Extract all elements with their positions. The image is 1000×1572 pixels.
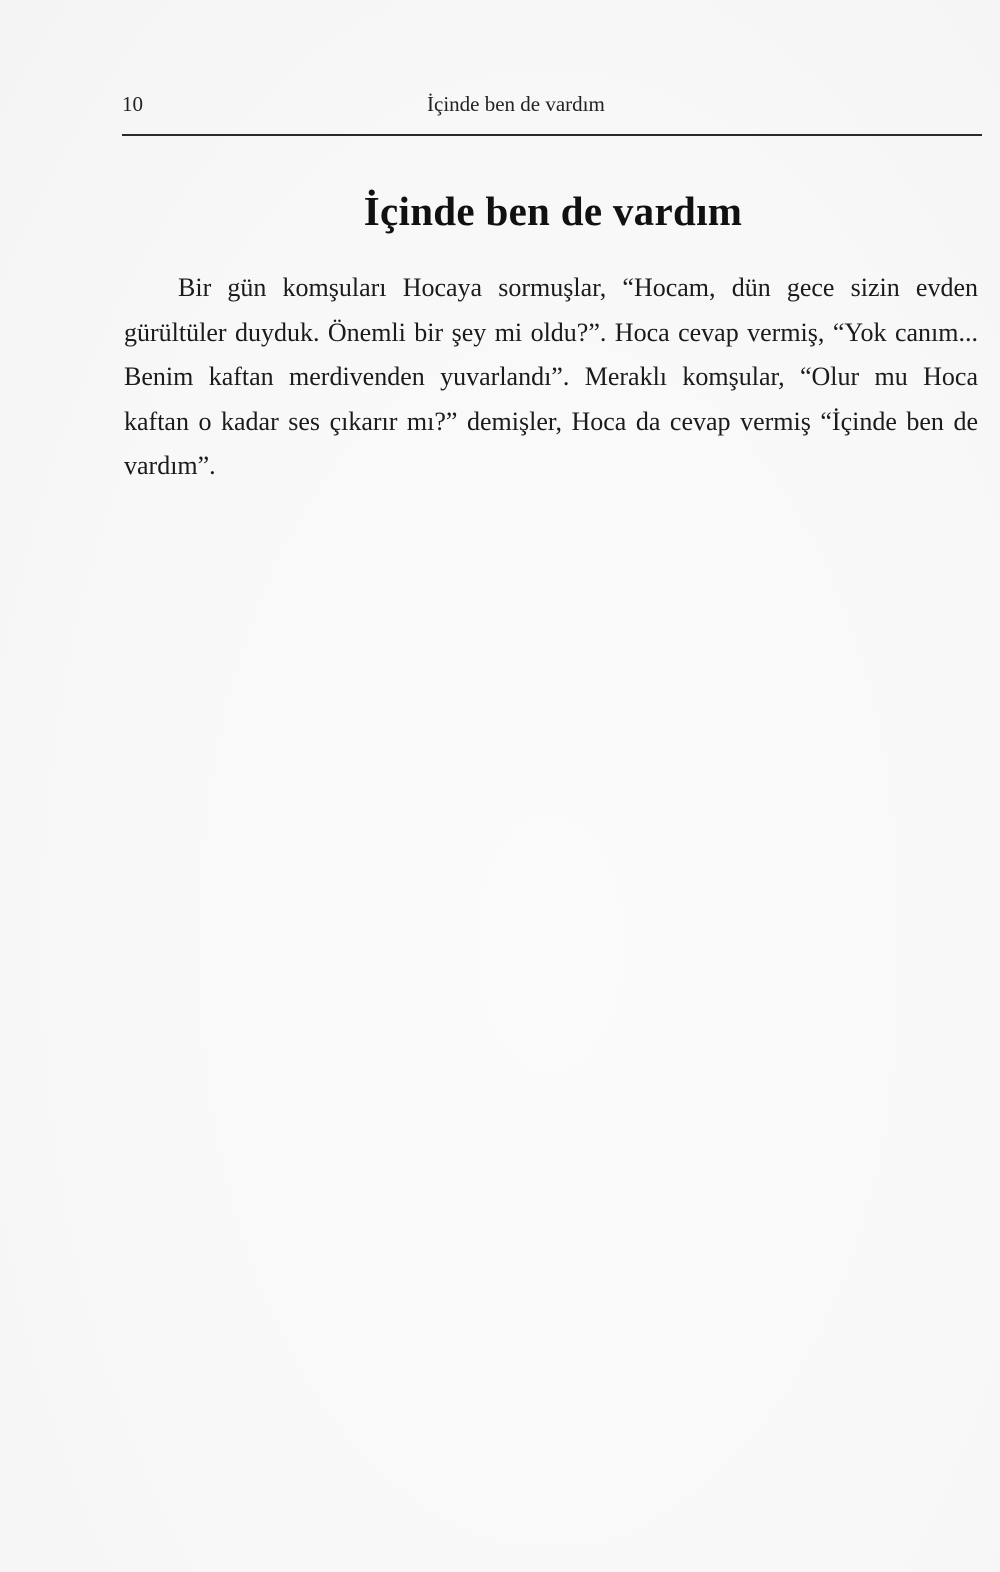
story-paragraph: Bir gün komşuları Hocaya sormuşlar, “Hocam, dün gece sizin evden gürültüler duyduk. Önemli bir şey mi oldu?”. Hoca cevap vermiş, “Yok canım... Benim kaftan merdivenden yuvarlandı”. Meraklı komşular, “Olur mu Hoca kaftan o kadar ses çıkarır mı?” demişler, Hoca da cevap vermiş “İçinde ben de vardım”. (124, 273, 978, 480)
header-divider (122, 134, 982, 136)
chapter-title: İçinde ben de vardım (363, 188, 743, 235)
running-title: İçinde ben de vardım (427, 92, 605, 116)
page-number: 10 (122, 92, 143, 116)
running-header (122, 92, 982, 122)
